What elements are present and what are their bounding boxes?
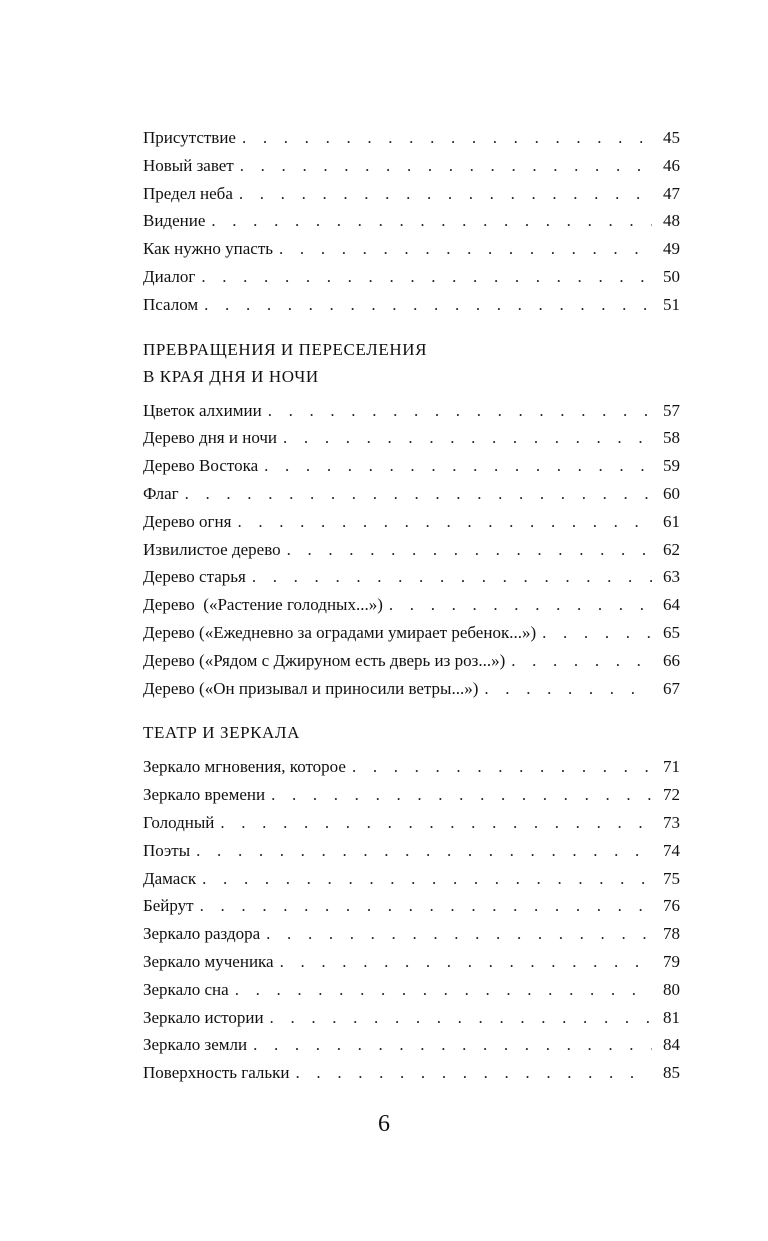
dot-leader bbox=[283, 424, 652, 452]
dot-leader bbox=[253, 1031, 652, 1059]
toc-entry bbox=[143, 865, 680, 893]
toc-entry-page: 85 bbox=[663, 1063, 680, 1083]
toc-entry-title: Зеркало раздора bbox=[143, 924, 261, 944]
dot-leader bbox=[296, 1059, 652, 1087]
dot-leader bbox=[279, 235, 652, 263]
toc-entry bbox=[143, 480, 680, 508]
toc-entry-page: 61 bbox=[663, 511, 680, 531]
toc-entry-page: 64 bbox=[663, 595, 680, 615]
dot-leader bbox=[201, 263, 652, 291]
toc-entry-title: Дерево старья bbox=[143, 567, 246, 587]
toc-entry-title: Дерево («Растение голодных...») bbox=[143, 595, 383, 615]
toc-entry-title: Дерево огня bbox=[143, 511, 232, 531]
toc-entry-page: 63 bbox=[663, 567, 680, 587]
toc-entry bbox=[143, 1004, 680, 1032]
toc-entry bbox=[143, 152, 680, 180]
toc-entry-title: Поэты bbox=[143, 840, 191, 860]
dot-leader bbox=[542, 619, 652, 647]
dot-leader bbox=[196, 837, 652, 865]
toc-entry-page: 78 bbox=[663, 924, 680, 944]
toc-entry bbox=[143, 424, 680, 452]
toc-entry-title: Дамаск bbox=[143, 868, 197, 888]
table-of-contents bbox=[143, 124, 680, 1087]
toc-section-1 bbox=[143, 124, 680, 319]
toc-entry-page: 73 bbox=[663, 812, 680, 832]
toc-entry bbox=[143, 675, 680, 703]
toc-entry-title: Цветок алхимии bbox=[143, 400, 262, 420]
toc-entry-page: 48 bbox=[663, 211, 680, 231]
toc-entry bbox=[143, 781, 680, 809]
toc-entry bbox=[143, 124, 680, 152]
section-heading-block bbox=[143, 336, 680, 390]
toc-entry bbox=[143, 207, 680, 235]
toc-entry bbox=[143, 1031, 680, 1059]
toc-entry bbox=[143, 837, 680, 865]
dot-leader bbox=[270, 1004, 652, 1032]
toc-entry-title: Дерево («Ежедневно за оградами умирает ребенок...») bbox=[143, 622, 537, 642]
toc-entry-title: Предел неба bbox=[143, 183, 233, 203]
toc-entry bbox=[143, 508, 680, 536]
toc-entry-page: 72 bbox=[663, 785, 680, 805]
dot-leader bbox=[287, 536, 652, 564]
toc-entry-page: 81 bbox=[663, 1007, 680, 1027]
toc-entry-page: 76 bbox=[663, 896, 680, 916]
dot-leader bbox=[271, 781, 652, 809]
toc-entry-page: 67 bbox=[663, 678, 680, 698]
toc-entry-title: Дерево дня и ночи bbox=[143, 428, 278, 448]
toc-entry-page: 47 bbox=[663, 183, 680, 203]
toc-entry-title: Дерево («Он призывал и приносили ветры...») bbox=[143, 678, 479, 698]
toc-entry-page: 75 bbox=[663, 868, 680, 888]
toc-entry-title: Новый завет bbox=[143, 155, 234, 175]
dot-leader bbox=[266, 920, 652, 948]
toc-entry-title: Псалом bbox=[143, 294, 199, 314]
dot-leader bbox=[484, 675, 652, 703]
dot-leader bbox=[204, 291, 652, 319]
toc-entry-title: Как нужно упасть bbox=[143, 239, 274, 259]
dot-leader bbox=[185, 480, 652, 508]
toc-entry-page: 62 bbox=[663, 539, 680, 559]
toc-entry-title: Зеркало мученика bbox=[143, 951, 274, 971]
toc-entry-page: 59 bbox=[663, 456, 680, 476]
toc-entry bbox=[143, 263, 680, 291]
dot-leader bbox=[242, 124, 652, 152]
toc-entry bbox=[143, 452, 680, 480]
toc-entry-title: Голодный bbox=[143, 812, 215, 832]
toc-entry-page: 46 bbox=[663, 155, 680, 175]
toc-entry-page: 58 bbox=[663, 428, 680, 448]
toc-entry bbox=[143, 948, 680, 976]
toc-entry bbox=[143, 647, 680, 675]
toc-entry-page: 45 bbox=[663, 128, 680, 147]
toc-entry-page: 57 bbox=[663, 400, 680, 420]
toc-entry-title: Зеркало времени bbox=[143, 785, 266, 805]
toc-entry-title: Зеркало мгновения, которое bbox=[143, 757, 346, 777]
section-heading-block bbox=[143, 719, 680, 746]
toc-entry-page: 84 bbox=[663, 1035, 680, 1055]
dot-leader bbox=[235, 976, 652, 1004]
dot-leader bbox=[389, 591, 652, 619]
toc-entry-title: Дерево Востока bbox=[143, 456, 259, 476]
dot-leader bbox=[211, 207, 652, 235]
toc-entry-title: Видение bbox=[143, 211, 206, 231]
toc-entry bbox=[143, 809, 680, 837]
toc-entry bbox=[143, 591, 680, 619]
toc-entry bbox=[143, 180, 680, 208]
toc-entry bbox=[143, 1059, 680, 1087]
dot-leader bbox=[239, 180, 652, 208]
toc-entry-title: Поверхность гальки bbox=[143, 1063, 290, 1083]
toc-entry bbox=[143, 920, 680, 948]
toc-entry bbox=[143, 536, 680, 564]
toc-entry-title: Дерево («Рядом с Джируном есть дверь из роз...») bbox=[143, 650, 506, 670]
dot-leader bbox=[352, 753, 652, 781]
dot-leader bbox=[511, 647, 652, 675]
toc-entry-page: 50 bbox=[663, 266, 680, 286]
toc-entry-title: Присутствие bbox=[143, 128, 236, 147]
toc-entry-title: Зеркало земли bbox=[143, 1035, 248, 1055]
toc-entry-page: 79 bbox=[663, 951, 680, 971]
toc-entry bbox=[143, 235, 680, 263]
toc-entry bbox=[143, 619, 680, 647]
dot-leader bbox=[280, 948, 652, 976]
toc-entry-page: 74 bbox=[663, 840, 680, 860]
dot-leader bbox=[237, 508, 652, 536]
toc-entry bbox=[143, 563, 680, 591]
toc-entry-title: Диалог bbox=[143, 266, 196, 286]
section-heading-line: ТЕАТР И ЗЕРКАЛА bbox=[143, 723, 300, 743]
toc-entry-page: 49 bbox=[663, 239, 680, 259]
toc-entry-title: Бейрут bbox=[143, 896, 194, 916]
toc-entry-page: 65 bbox=[663, 622, 680, 642]
toc-entry-page: 60 bbox=[663, 483, 680, 503]
toc-entry bbox=[143, 892, 680, 920]
section-heading-line: В КРАЯ ДНЯ И НОЧИ bbox=[143, 366, 319, 386]
dot-leader bbox=[220, 809, 652, 837]
dot-leader bbox=[268, 397, 652, 425]
toc-entry-title: Зеркало истории bbox=[143, 1007, 264, 1027]
toc-entry bbox=[143, 976, 680, 1004]
dot-leader bbox=[240, 152, 652, 180]
section-heading-line: ПРЕВРАЩЕНИЯ И ПЕРЕСЕЛЕНИЯ bbox=[143, 339, 428, 359]
toc-entry-title: Зеркало сна bbox=[143, 979, 229, 999]
dot-leader bbox=[202, 865, 652, 893]
toc-entry-title: Флаг bbox=[143, 483, 179, 503]
toc-entry-page: 51 bbox=[663, 294, 680, 314]
dot-leader bbox=[264, 452, 652, 480]
toc-entry-title: Извилистое дерево bbox=[143, 539, 281, 559]
toc-entry-page: 66 bbox=[663, 650, 680, 670]
dot-leader bbox=[200, 892, 652, 920]
toc-entry bbox=[143, 291, 680, 319]
toc-section-3 bbox=[143, 719, 680, 1087]
toc-entry-page: 71 bbox=[663, 757, 680, 777]
toc-entry bbox=[143, 753, 680, 781]
page-number: 6 bbox=[378, 1111, 390, 1137]
toc-entry bbox=[143, 397, 680, 425]
toc-entry-page: 80 bbox=[663, 979, 680, 999]
dot-leader bbox=[252, 563, 652, 591]
toc-section-2 bbox=[143, 336, 680, 703]
